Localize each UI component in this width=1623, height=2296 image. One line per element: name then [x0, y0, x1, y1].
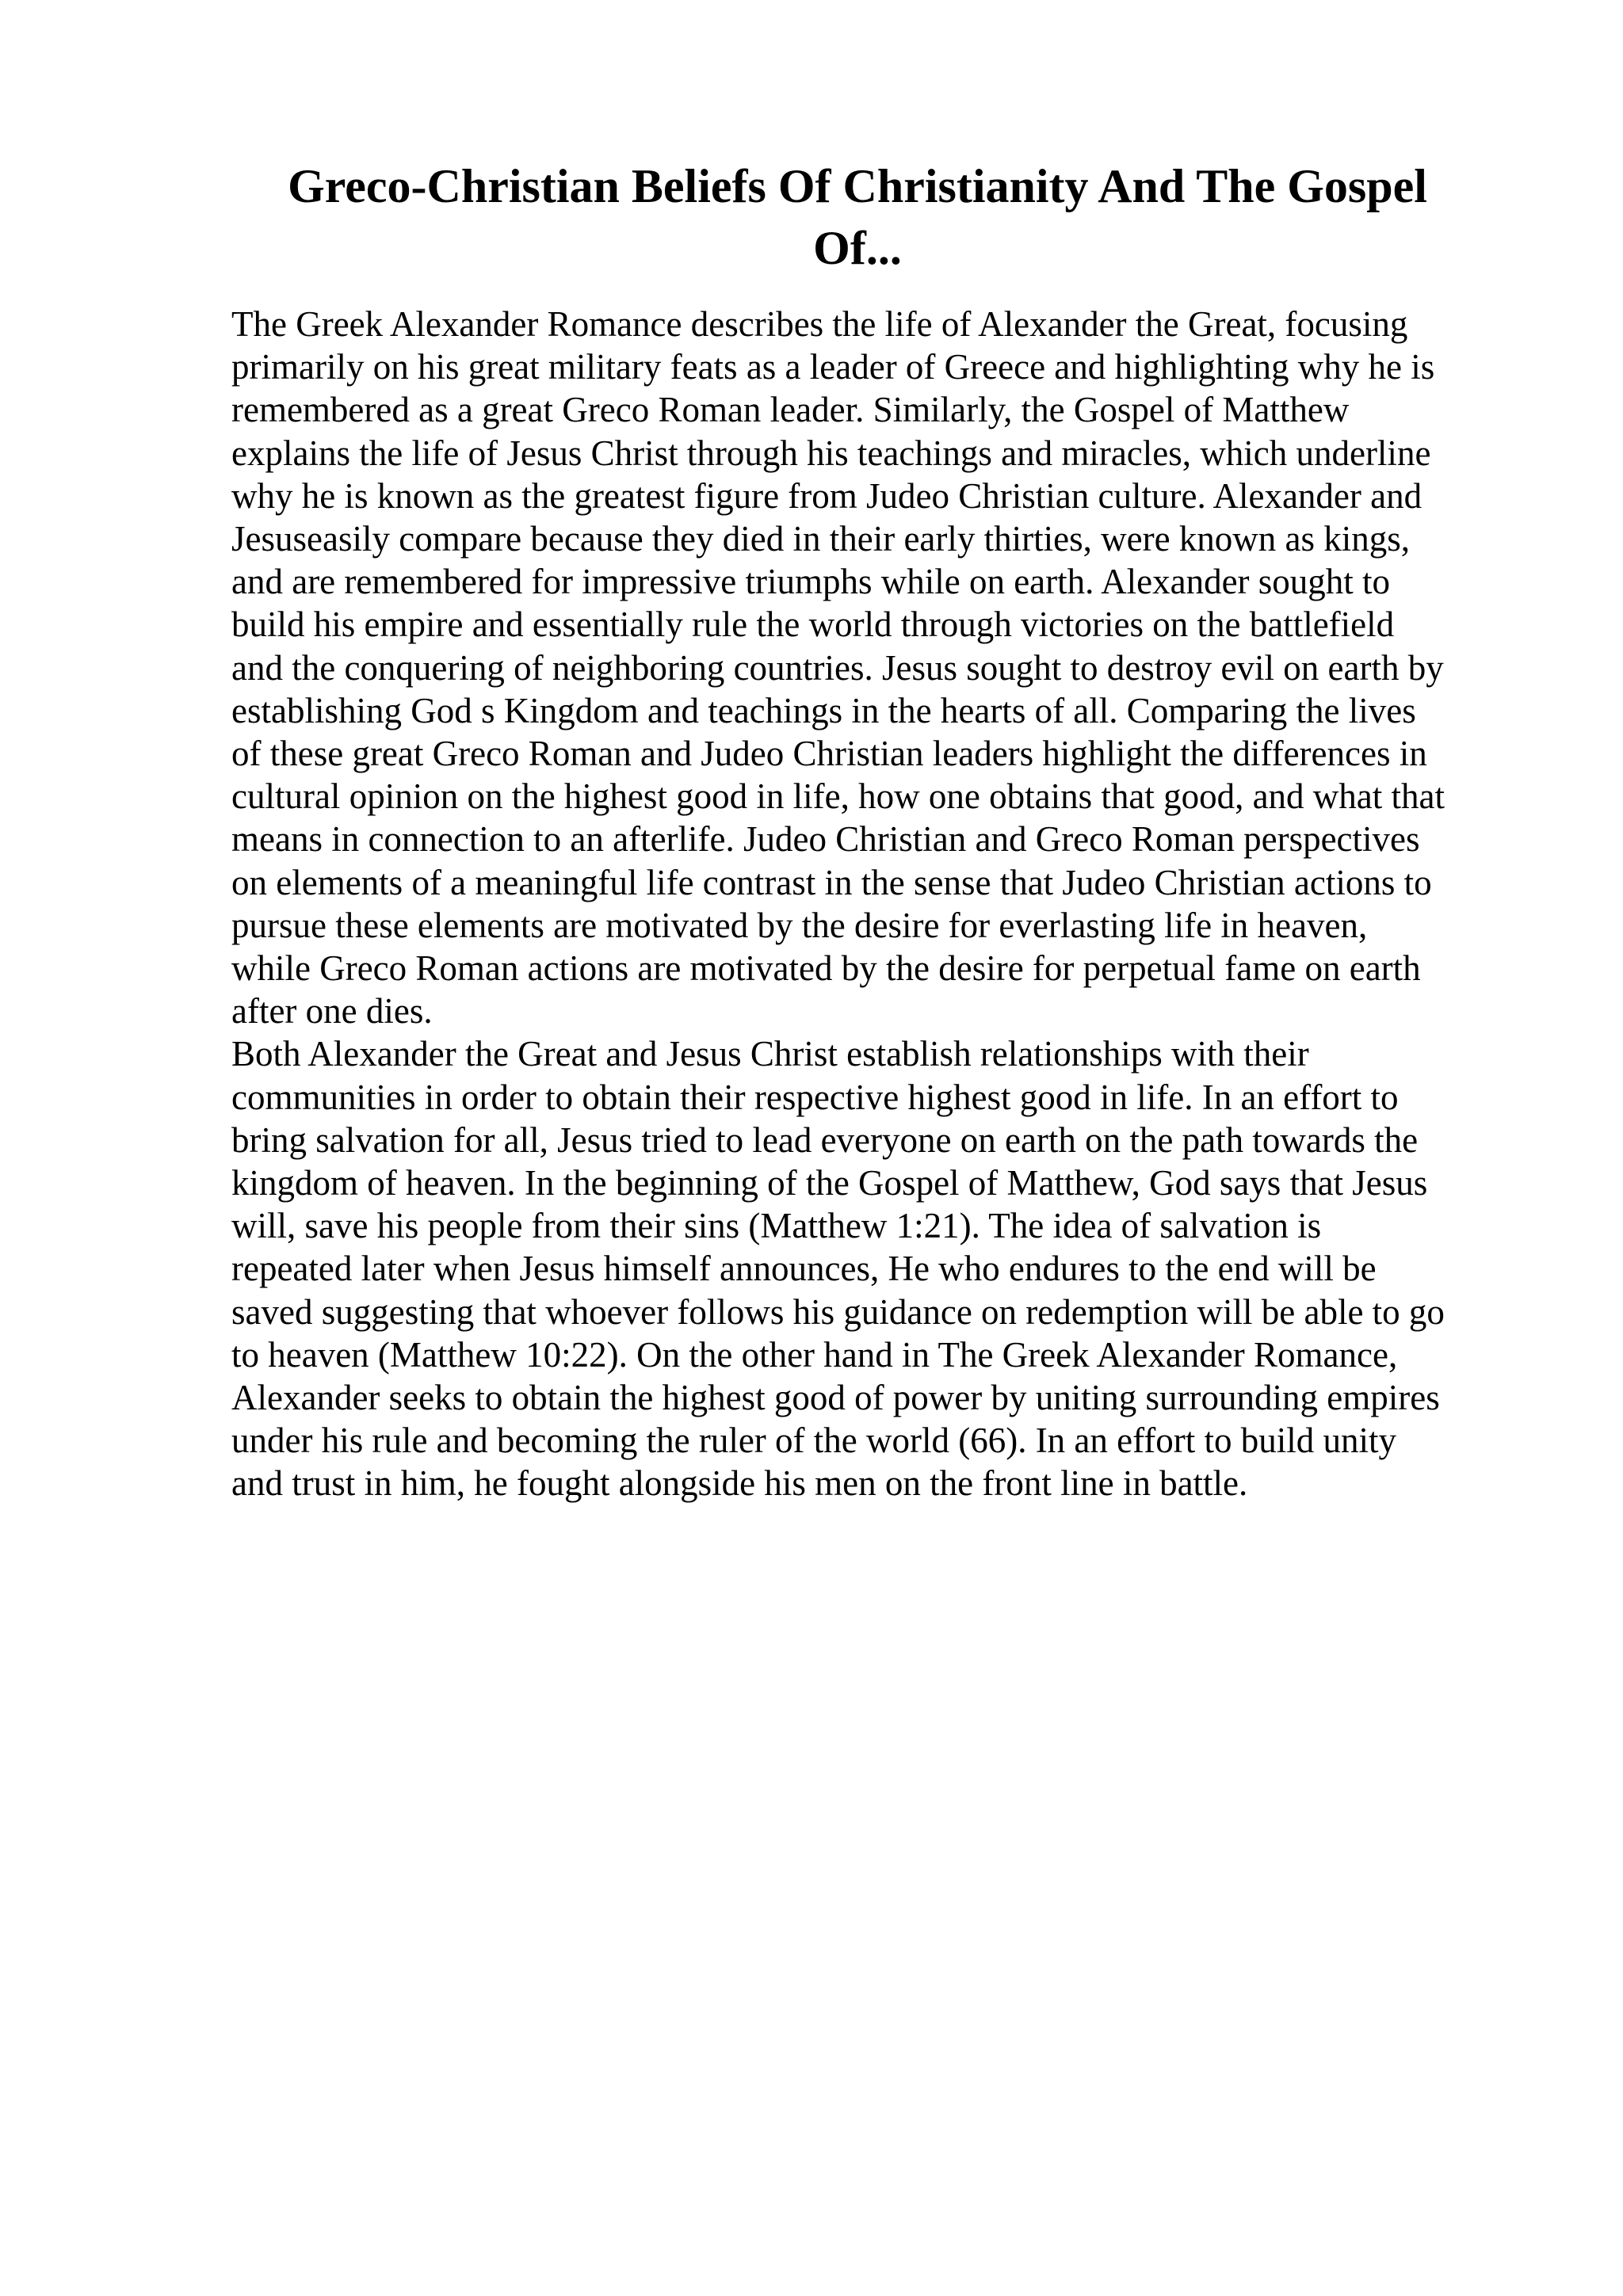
body-line: primarily on his great military feats as a leader of Greece and highlighting why he is: [231, 347, 1435, 387]
body-line: repeated later when Jesus himself announces, He who endures to the end will be: [231, 1249, 1377, 1289]
body-line: will, save his people from their sins (Matthew 1:21). The idea of salvation is: [231, 1206, 1322, 1246]
body-line: remembered as a great Greco Roman leader. Similarly, the Gospel of Matthew: [231, 390, 1350, 430]
body-line: cultural opinion on the highest good in life, how one obtains that good, and what that: [231, 776, 1445, 817]
body-line: and the conquering of neighboring countries. Jesus sought to destroy evil on earth by: [231, 647, 1444, 688]
body-line: Jesuseasily compare because they died in their early thirties, were known as kings,: [231, 519, 1411, 559]
body-line: establishing God s Kingdom and teachings in the hearts of all. Comparing the lives: [231, 690, 1416, 730]
body-line: and trust in him, he fought alongside his men on the front line in battle.: [231, 1463, 1248, 1504]
body-line: while Greco Roman actions are motivated by the desire for perpetual fame on earth: [231, 948, 1421, 989]
body-line: communities in order to obtain their respective highest good in life. In an effort to: [231, 1077, 1399, 1117]
document-body: [231, 303, 1531, 1505]
body-line: saved suggesting that whoever follows his guidance on redemption will be able to go: [231, 1291, 1445, 1332]
body-line: kingdom of heaven. In the beginning of the Gospel of Matthew, God says that Jesus: [231, 1163, 1428, 1203]
body-line: explains the life of Jesus Christ through his teachings and miracles, which underline: [231, 433, 1431, 473]
body-line: of these great Greco Roman and Judeo Christian leaders highlight the differences in: [231, 734, 1427, 774]
body-line: Both Alexander the Great and Jesus Christ establish relationships with their: [231, 1034, 1309, 1074]
body-line: under his rule and becoming the ruler of the world (66). In an effort to build unity: [231, 1421, 1397, 1461]
body-line: The Greek Alexander Romance describes the life of Alexander the Great, focusing: [231, 304, 1408, 344]
document-title: [231, 155, 1484, 279]
body-line: bring salvation for all, Jesus tried to lead everyone on earth on the path towards the: [231, 1119, 1419, 1160]
body-line: on elements of a meaningful life contrast in the sense that Judeo Christian actions to: [231, 862, 1432, 902]
body-line: means in connection to an afterlife. Judeo Christian and Greco Roman perspectives: [231, 819, 1420, 860]
body-line: after one dies.: [231, 991, 433, 1032]
body-line: why he is known as the greatest figure from Judeo Christian culture. Alexander and: [231, 475, 1423, 516]
title-line: Greco-Christian Beliefs Of Christianity And The Gospel: [288, 160, 1427, 212]
body-line: and are remembered for impressive triumphs while on earth. Alexander sought to: [231, 562, 1391, 602]
body-line: Alexander seeks to obtain the highest good of power by uniting surrounding empires: [231, 1378, 1440, 1418]
body-line: pursue these elements are motivated by the desire for everlasting life in heaven,: [231, 905, 1368, 945]
body-line: build his empire and essentially rule the world through victories on the battlefield: [231, 605, 1395, 645]
body-line: to heaven (Matthew 10:22). On the other hand in The Greek Alexander Romance,: [231, 1334, 1398, 1375]
title-line: Of...: [813, 222, 902, 274]
